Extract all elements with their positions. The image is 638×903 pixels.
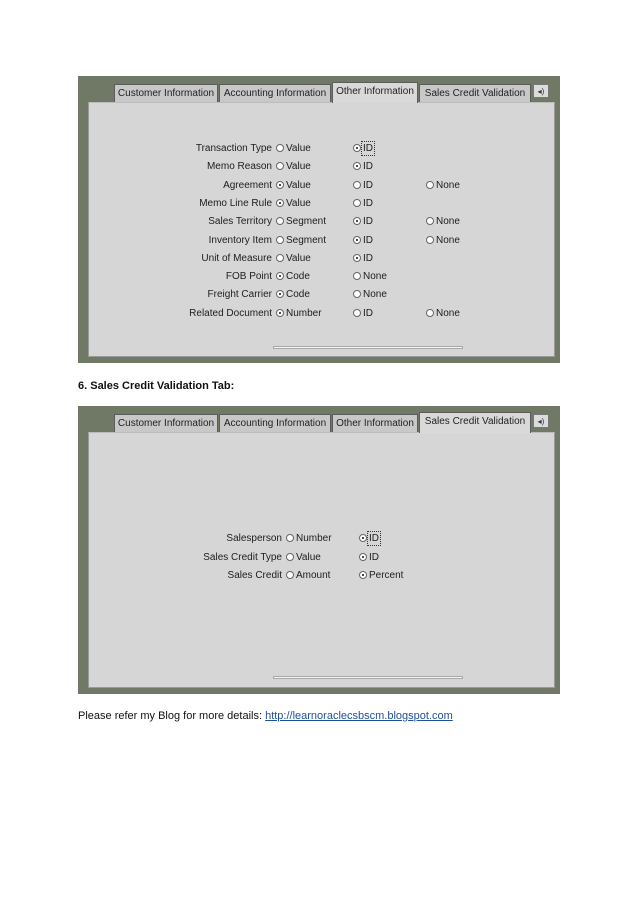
tab-bar [114, 412, 560, 432]
tab-customer-information[interactable]: Customer Information [114, 84, 218, 102]
radio-option-label: Code [286, 289, 310, 301]
radio-option-label: ID [363, 234, 373, 246]
radio-option-label: Segment [286, 216, 327, 228]
tab-sales-credit-validation[interactable]: Sales Credit Validation [419, 84, 531, 102]
field-row-memo-line-rule [89, 195, 554, 213]
tab-accounting-information[interactable]: Accounting Information [219, 84, 331, 102]
section-heading: 6. Sales Credit Validation Tab: [78, 380, 235, 392]
field-row-sales-territory [89, 213, 554, 231]
radio-option-none[interactable] [426, 213, 460, 231]
tab-customer-information[interactable]: Customer Information [114, 414, 218, 432]
radio-button-icon[interactable] [353, 162, 361, 170]
radio-option-id[interactable] [353, 158, 373, 176]
field-row-fob-point [89, 268, 554, 286]
radio-option-none[interactable] [353, 268, 387, 286]
field-label: Unit of Measure [201, 252, 272, 264]
radio-button-icon[interactable] [353, 144, 361, 152]
radio-button-icon[interactable] [276, 199, 284, 207]
footer-note [78, 710, 453, 722]
radio-option-id[interactable] [353, 177, 373, 195]
field-row-unit-of-measure [89, 250, 554, 268]
radio-option-label: Value [286, 252, 311, 264]
radio-option-id[interactable] [353, 232, 373, 250]
radio-button-icon[interactable] [353, 254, 361, 262]
radio-button-icon[interactable] [276, 144, 284, 152]
radio-option-code[interactable] [276, 286, 310, 304]
field-label: Freight Carrier [207, 289, 272, 301]
radio-button-icon[interactable] [286, 534, 294, 542]
radio-option-amount[interactable] [286, 567, 330, 585]
radio-button-icon[interactable] [426, 181, 434, 189]
field-label: Related Document [189, 307, 272, 319]
radio-option-value[interactable] [276, 158, 311, 176]
radio-option-label: ID [363, 197, 373, 209]
radio-button-icon[interactable] [286, 553, 294, 561]
tab-scroll-arrow-icon[interactable]: ◂) [533, 84, 549, 98]
radio-button-icon[interactable] [276, 162, 284, 170]
radio-option-label: Amount [296, 570, 331, 582]
tab-bar [114, 82, 560, 102]
horizontal-scrollbar[interactable] [273, 676, 463, 679]
radio-button-icon[interactable] [276, 217, 284, 225]
radio-option-label: ID [363, 143, 373, 154]
radio-option-id[interactable] [359, 530, 379, 548]
radio-option-label: ID [363, 179, 373, 191]
radio-button-icon[interactable] [359, 571, 367, 579]
radio-option-label: Percent [369, 570, 404, 582]
radio-option-label: Value [286, 143, 311, 154]
radio-option-id[interactable] [353, 213, 373, 231]
radio-option-label: Value [296, 551, 321, 563]
radio-option-label: None [436, 234, 460, 246]
field-label: Sales Credit Type [203, 551, 282, 563]
field-label: Transaction Type [195, 143, 272, 154]
radio-option-none[interactable] [426, 177, 460, 195]
radio-option-label: ID [363, 216, 373, 228]
radio-option-id[interactable] [359, 549, 379, 567]
field-row-inventory-item [89, 232, 554, 250]
tab-sales-credit-validation[interactable]: Sales Credit Validation [419, 412, 531, 433]
radio-button-icon[interactable] [359, 553, 367, 561]
radio-option-none[interactable] [353, 286, 387, 304]
field-label: Sales Credit [227, 570, 282, 582]
radio-button-icon[interactable] [426, 236, 434, 244]
field-label: Inventory Item [208, 234, 272, 246]
radio-button-icon[interactable] [353, 236, 361, 244]
field-label: Memo Line Rule [199, 197, 272, 209]
radio-option-id[interactable] [353, 305, 373, 323]
field-label: Agreement [223, 179, 272, 191]
radio-option-number[interactable] [276, 305, 322, 323]
radio-option-label: Number [296, 533, 332, 544]
radio-button-icon[interactable] [276, 309, 284, 317]
field-row-related-document [89, 305, 554, 323]
radio-option-label: Code [286, 271, 310, 283]
field-row-salesperson [89, 530, 554, 548]
radio-button-icon[interactable] [353, 199, 361, 207]
radio-button-icon[interactable] [286, 571, 294, 579]
field-label: Memo Reason [206, 161, 272, 173]
radio-option-value[interactable] [276, 250, 311, 268]
field-row-agreement [89, 177, 554, 195]
radio-option-label: Value [286, 197, 311, 209]
radio-button-icon[interactable] [353, 272, 361, 280]
radio-option-segment[interactable] [276, 213, 326, 231]
radio-option-label: ID [369, 551, 379, 563]
radio-option-label: Value [286, 161, 311, 173]
radio-button-icon[interactable] [359, 534, 367, 542]
radio-option-label: None [436, 307, 460, 319]
radio-option-id[interactable] [353, 250, 373, 268]
tab-other-information[interactable]: Other Information [332, 82, 418, 103]
radio-option-label: Value [286, 179, 311, 191]
radio-option-label: Number [286, 307, 322, 319]
radio-button-icon[interactable] [276, 290, 284, 298]
radio-option-code[interactable] [276, 268, 310, 286]
radio-option-label: ID [363, 161, 373, 173]
radio-option-label: ID [363, 307, 373, 319]
field-row-transaction-type [89, 140, 554, 158]
radio-option-label: ID [363, 252, 373, 264]
radio-button-icon[interactable] [276, 181, 284, 189]
radio-option-value[interactable] [286, 549, 321, 567]
field-label: FOB Point [225, 271, 272, 283]
footer-text: Please refer my Blog for more details: [78, 710, 266, 722]
sales-credit-validation-screenshot [78, 406, 560, 694]
radio-button-icon[interactable] [276, 254, 284, 262]
tab-accounting-information[interactable]: Accounting Information [219, 414, 331, 432]
radio-button-icon[interactable] [426, 309, 434, 317]
radio-option-value[interactable] [276, 140, 311, 158]
radio-option-none[interactable] [426, 305, 460, 323]
radio-button-icon[interactable] [353, 181, 361, 189]
radio-option-label: Segment [286, 234, 327, 246]
radio-option-id[interactable] [353, 140, 373, 158]
field-row-freight-carrier [89, 286, 554, 304]
radio-option-label: None [436, 216, 460, 228]
radio-option-label: None [436, 179, 460, 191]
radio-option-id[interactable] [353, 195, 373, 213]
blog-link[interactable]: http://learnoraclecsbscm.blogspot.com [265, 710, 453, 722]
radio-option-number[interactable] [286, 530, 332, 548]
tab-scroll-arrow-icon[interactable]: ◂) [533, 414, 549, 428]
radio-button-icon[interactable] [353, 290, 361, 298]
horizontal-scrollbar[interactable] [273, 346, 463, 349]
field-label: Salesperson [226, 533, 282, 544]
tab-panel [88, 432, 555, 688]
tab-panel [88, 102, 555, 357]
field-row-memo-reason [89, 158, 554, 176]
radio-button-icon[interactable] [353, 309, 361, 317]
field-row-sales-credit [89, 567, 554, 585]
radio-button-icon[interactable] [426, 217, 434, 225]
radio-option-percent[interactable] [359, 567, 403, 585]
radio-option-label: None [363, 271, 387, 283]
radio-button-icon[interactable] [276, 272, 284, 280]
radio-option-value[interactable] [276, 195, 311, 213]
radio-option-label: ID [369, 533, 379, 544]
field-row-sales-credit-type [89, 549, 554, 567]
radio-button-icon[interactable] [276, 236, 284, 244]
radio-button-icon[interactable] [353, 217, 361, 225]
radio-option-label: None [363, 289, 387, 301]
tab-other-information[interactable]: Other Information [332, 414, 418, 432]
radio-option-value[interactable] [276, 177, 311, 195]
radio-option-none[interactable] [426, 232, 460, 250]
field-label: Sales Territory [208, 216, 272, 228]
other-information-screenshot [78, 76, 560, 363]
radio-option-segment[interactable] [276, 232, 326, 250]
